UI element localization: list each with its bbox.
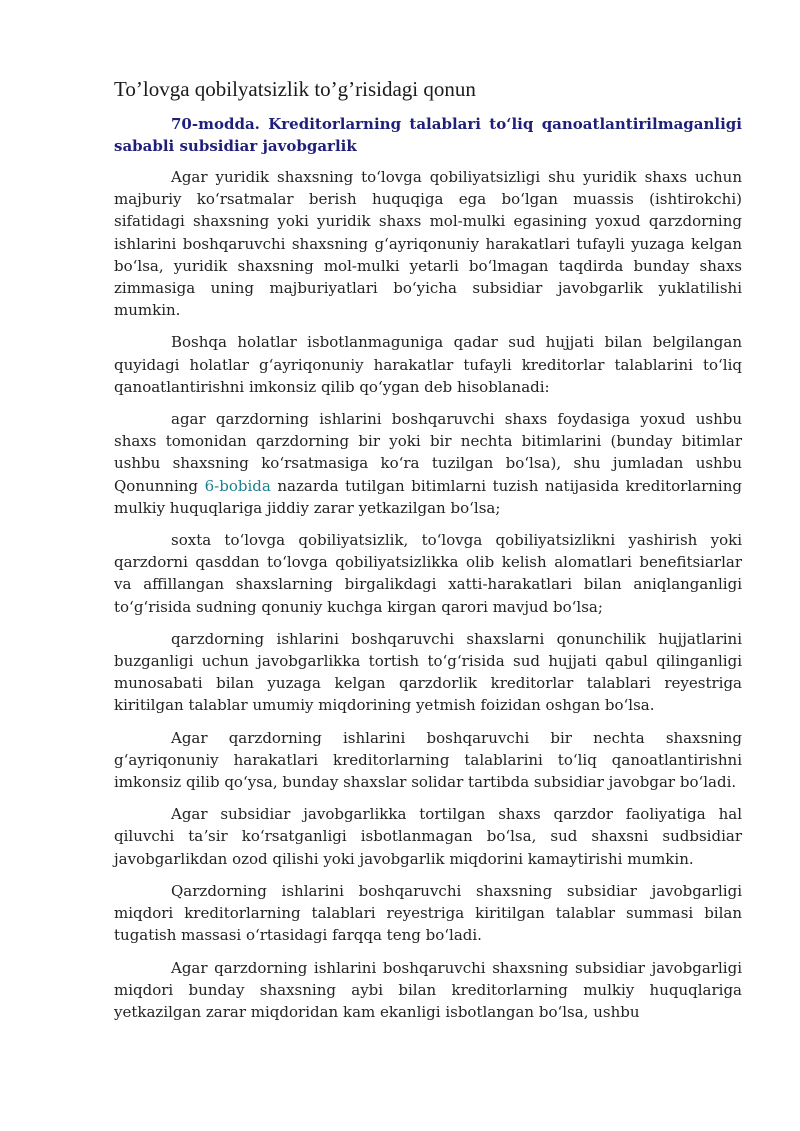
paragraph: Agar subsidiar javobgarlikka tortilgan shaxs qarzdor faoliyatiga hal qiluvchi taʼsir koʻrsatganligi isbotlanmagan boʻlsa, sud shaxsni sudbsidiar javobgarlikdan ozod qilishi yoki javobgarlik miqdorini kamaytirishi mumkin. (114, 805, 742, 868)
article-body (114, 166, 742, 1033)
article-heading: 70-modda. Kreditorlarning talablari toʻliq qanoatlantirilmaganligi sababli subsidiar javobgarlik (114, 115, 742, 155)
paragraph: Agar yuridik shaxsning toʻlovga qobiliyatsizligi shu yuridik shaxs uchun majburiy koʻrsatmalar berish huquqiga ega boʻlgan muassis (ishtirokchi) sifatidagi shaxsning yoki yuridik shaxs mol-mulki egasining yoxud qarzdorning ishlarini boshqaruvchi shaxsning gʻayriqonuniy harakatlari tufayli yuzaga kelgan boʻlsa, yuridik shaxsning mol-mulki yetarli boʻlmagan taqdirda bunday shaxs zimmasiga uning majburiyatlari boʻyicha subsidiar javobgarlik yuklatilishi mumkin. (114, 168, 742, 320)
document-title: To’lovga qobilyatsizlik to’g’risidagi qonun (114, 77, 476, 101)
paragraph-text: nazarda tutilgan bitimlarni tuzish natijasida kreditorlarning mulkiy huquqlariga jiddiy zarar yetkazilgan boʻlsa; (114, 476, 742, 517)
paragraph: Agar qarzdorning ishlarini boshqaruvchi shaxsning subsidiar javobgarligi miqdori bunday shaxsning aybi bilan kreditorlarning mulkiy huquqlariga yetkazilgan zarar miqdoridan kam ekanligi isbotlangan boʻlsa, ushbu (114, 958, 742, 1021)
paragraph: Boshqa holatlar isbotlanmaguniga qadar sud hujjati bilan belgilangan quyidagi holatlar gʻayriqonuniy harakatlar tufayli kreditorlar talablarini toʻliq qanoatlantirishni imkonsiz qilib qoʻygan deb hisoblanadi: (114, 333, 742, 396)
paragraph (114, 408, 742, 519)
paragraph: soxta toʻlovga qobiliyatsizlik, toʻlovga qobiliyatsizlikni yashirish yoki qarzdorni qasddan toʻlovga qobiliyatsizlikka olib kelish alomatlari benefitsiarlar va affillangan shaxslarning birgalikdagi xatti-harakatlari bilan aniqlanganligi toʻgʻrisida sudning qonuniy kuchga kirgan qarori mavjud boʻlsa; (114, 531, 742, 616)
paragraph: qarzdorning ishlarini boshqaruvchi shaxslarni qonunchilik hujjatlarini buzganligi uchun javobgarlikka tortish toʻgʻrisida sud hujjati qabul qilinganligi munosabati bilan yuzaga kelgan qarzdorlik kreditorlar talablari reyestriga kiritilgan talablar umumiy miqdorining yetmish foizidan oshgan boʻlsa. (114, 629, 742, 715)
paragraph: Qarzdorning ishlarini boshqaruvchi shaxsning subsidiar javobgarligi miqdori kreditorlarning talablari reyestriga kiritilgan talablar summasi bilan tugatish massasi oʻrtasidagi farqqa teng boʻladi. (114, 881, 742, 945)
paragraph: Agar qarzdorning ishlarini boshqaruvchi bir nechta shaxsning gʻayriqonuniy harakatlari kreditorlarning talablarini toʻliq qanoatlantirishni imkonsiz qilib qoʻysa, bunday shaxslar solidar tartibda subsidiar javobgar boʻladi. (114, 728, 742, 792)
paragraph-text: agar qarzdorning ishlarini boshqaruvchi shaxs foydasiga yoxud ushbu shaxs tomonidan qarzdorning bir yoki bir nechta bitimlarini (bunday bitimlar ushbu shaxsning koʻrsatmasiga koʻra tuzilgan boʻlsa), shu jumladan ushbu Qonunning (114, 410, 742, 495)
chapter-link[interactable]: 6-bobida (204, 476, 271, 495)
